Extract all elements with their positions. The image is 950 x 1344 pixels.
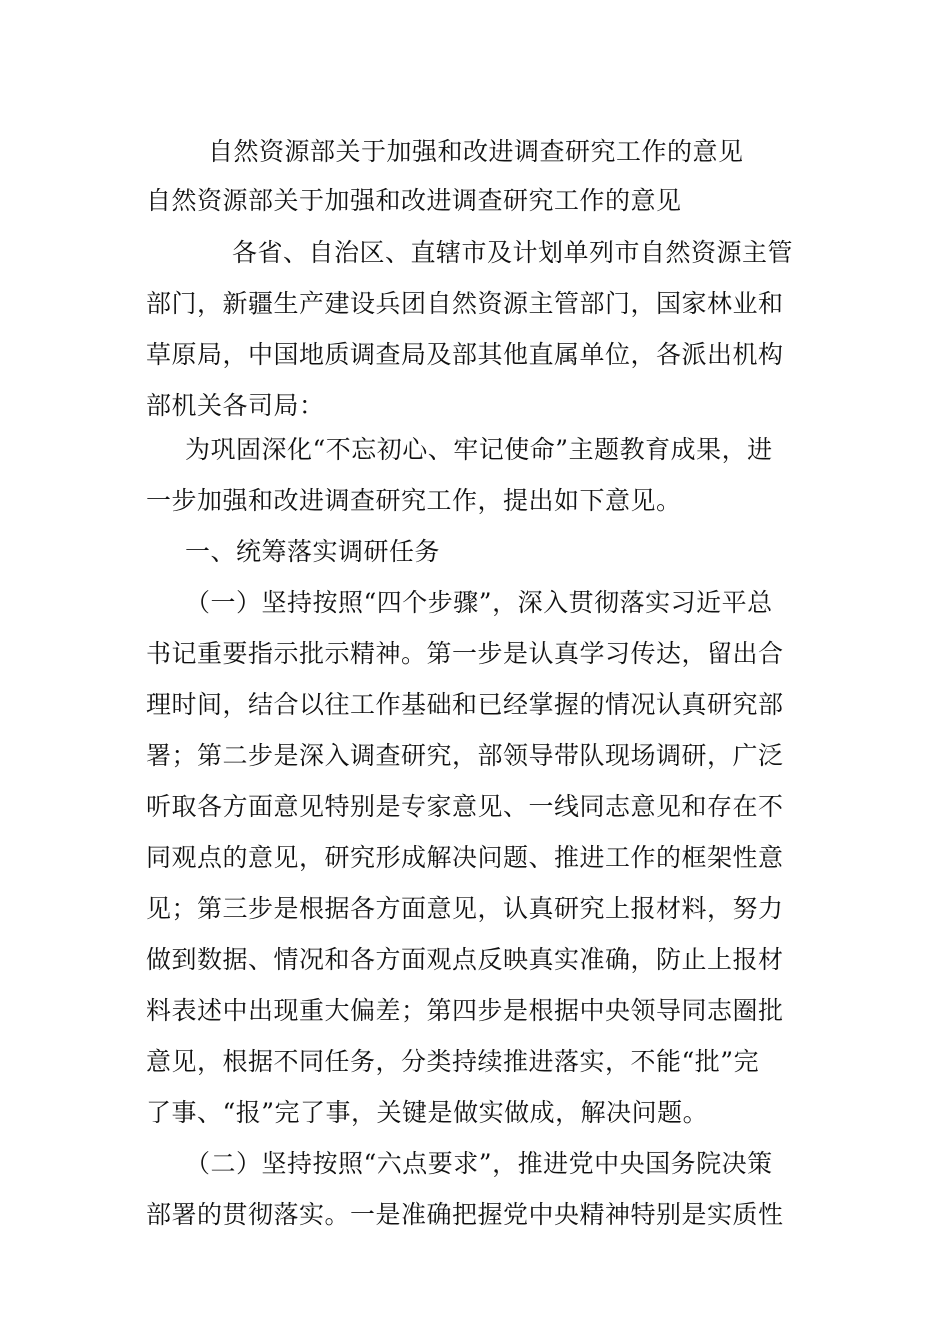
item1-line-9: 料表述中出现重大偏差；第四步是根据中央领导同志圈批 <box>146 996 784 1025</box>
item2-line-1: （二）坚持按照“六点要求”，推进党中央国务院决策 <box>185 1149 773 1178</box>
item1-line-3: 理时间，结合以往工作基础和已经掌握的情况认真研究部 <box>146 690 784 719</box>
item1-line-4: 署；第二步是深入调查研究，部领导带队现场调研，广泛 <box>146 741 784 770</box>
document-title: 自然资源部关于加强和改进调查研究工作的意见 <box>208 137 744 166</box>
intro-line-1: 为巩固深化“不忘初心、牢记使命”主题教育成果，进 <box>185 435 773 464</box>
addressee-line-1: 各省、自治区、直辖市及计划单列市自然资源主管 <box>232 238 794 267</box>
document-subtitle: 自然资源部关于加强和改进调查研究工作的意见 <box>146 186 682 215</box>
item1-line-10: 意见，根据不同任务，分类持续推进落实，不能“批”完 <box>146 1047 760 1076</box>
section-heading-1: 一、统筹落实调研任务 <box>185 537 441 566</box>
item1-line-1: （一）坚持按照“四个步骤”，深入贯彻落实习近平总 <box>185 588 773 617</box>
item1-line-6: 同观点的意见，研究形成解决问题、推进工作的框架性意 <box>146 843 784 872</box>
item1-line-11: 了事、“报”完了事，关键是做实做成，解决问题。 <box>146 1098 709 1127</box>
addressee-line-3: 草原局，中国地质调查局及部其他直属单位，各派出机构 <box>146 340 784 369</box>
addressee-line-2: 部门，新疆生产建设兵团自然资源主管部门，国家林业和 <box>146 289 784 318</box>
intro-line-2: 一步加强和改进调查研究工作，提出如下意见。 <box>146 486 682 515</box>
item1-line-5: 听取各方面意见特别是专家意见、一线同志意见和存在不 <box>146 792 784 821</box>
addressee-line-4: 部机关各司局： <box>146 391 325 420</box>
item1-line-2: 书记重要指示批示精神。第一步是认真学习传达，留出合 <box>146 639 784 668</box>
item2-line-2: 部署的贯彻落实。一是准确把握党中央精神特别是实质性 <box>146 1200 784 1229</box>
item1-line-8: 做到数据、情况和各方面观点反映真实准确，防止上报材 <box>146 945 784 974</box>
item1-line-7: 见；第三步是根据各方面意见，认真研究上报材料，努力 <box>146 894 784 923</box>
